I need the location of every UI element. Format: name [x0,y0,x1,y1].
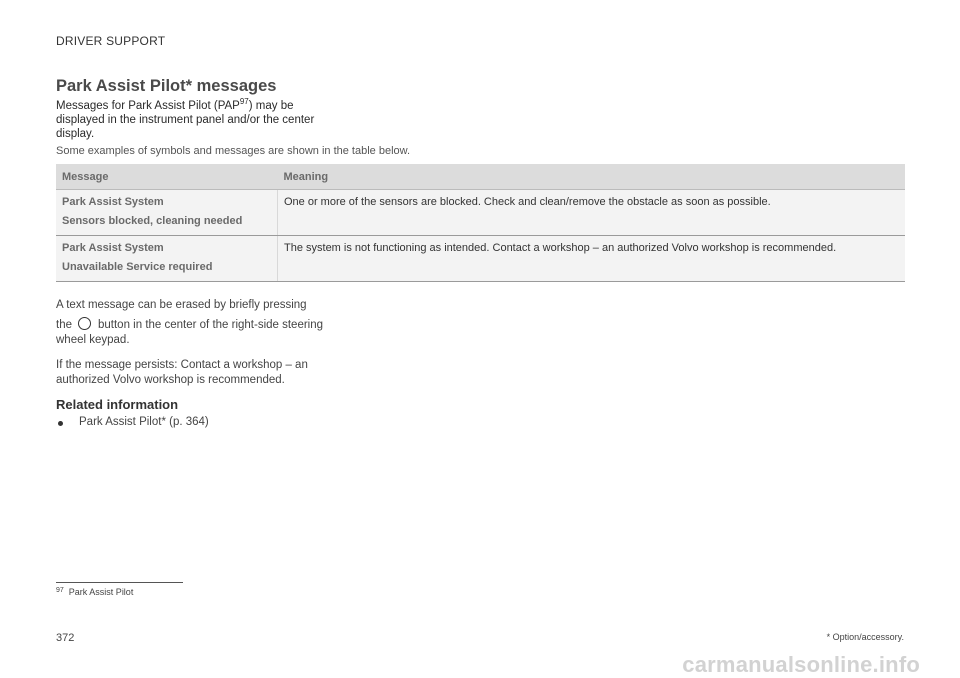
section-header: DRIVER SUPPORT [56,34,166,48]
messages-table [56,164,905,282]
footnote [56,587,133,597]
option-accessory-note: * Option/accessory. [826,632,904,642]
message-line: Unavailable Service required [62,261,213,273]
related-link-label: Park Assist Pilot* (p. 364) [79,416,209,428]
footnote-divider [56,582,183,583]
related-information-list [56,416,209,428]
erase-text-after: button in the center of the right-side steering wheel keypad. [56,319,324,346]
related-link[interactable] [56,416,209,428]
watermark: carmanualsonline.info [682,652,920,677]
message-cell [56,236,278,282]
intro-paragraph [56,99,326,141]
table-header-row [56,164,905,190]
table-row [56,190,905,236]
table-caption: Some examples of symbols and messages are shown in the table below. [56,145,411,157]
meaning-cell: The system is not functioning as intended. Contact a workshop – an authorized Volvo workshop is recommended. [278,236,906,282]
erase-line-1: A text message can be erased by briefly pressing [56,299,307,311]
column-header-message: Message [56,164,278,190]
message-line: Sensors blocked, cleaning needed [62,215,243,227]
footnote-reference[interactable]: 97 [239,97,249,107]
page-title: Park Assist Pilot* messages [56,77,277,95]
persist-paragraph: If the message persists: Contact a workshop – an authorized Volvo workshop is recommended. [56,359,308,386]
related-information-heading: Related information [56,397,179,412]
message-line: Park Assist System [62,196,164,208]
message-line: Park Assist System [62,242,164,254]
footnote-text: Park Assist Pilot [68,587,134,597]
page-number: 372 [56,632,75,644]
footnote-number: 97 [56,587,64,594]
intro-text-after: ) may be displayed in the instrument panel and/or the center display. [56,100,315,140]
erase-message-paragraph [56,298,326,348]
table-row [56,236,905,282]
meaning-cell: One or more of the sensors are blocked. Check and clean/remove the obstacle as soon as possible. [278,190,906,236]
bullet-icon [58,421,63,426]
column-header-meaning: Meaning [278,164,906,190]
erase-line-2 [56,317,326,348]
circle-button-icon [78,317,91,330]
intro-text-before: Messages for Park Assist Pilot (PAP [56,100,240,112]
erase-text-before: the [56,319,72,331]
message-cell [56,190,278,236]
